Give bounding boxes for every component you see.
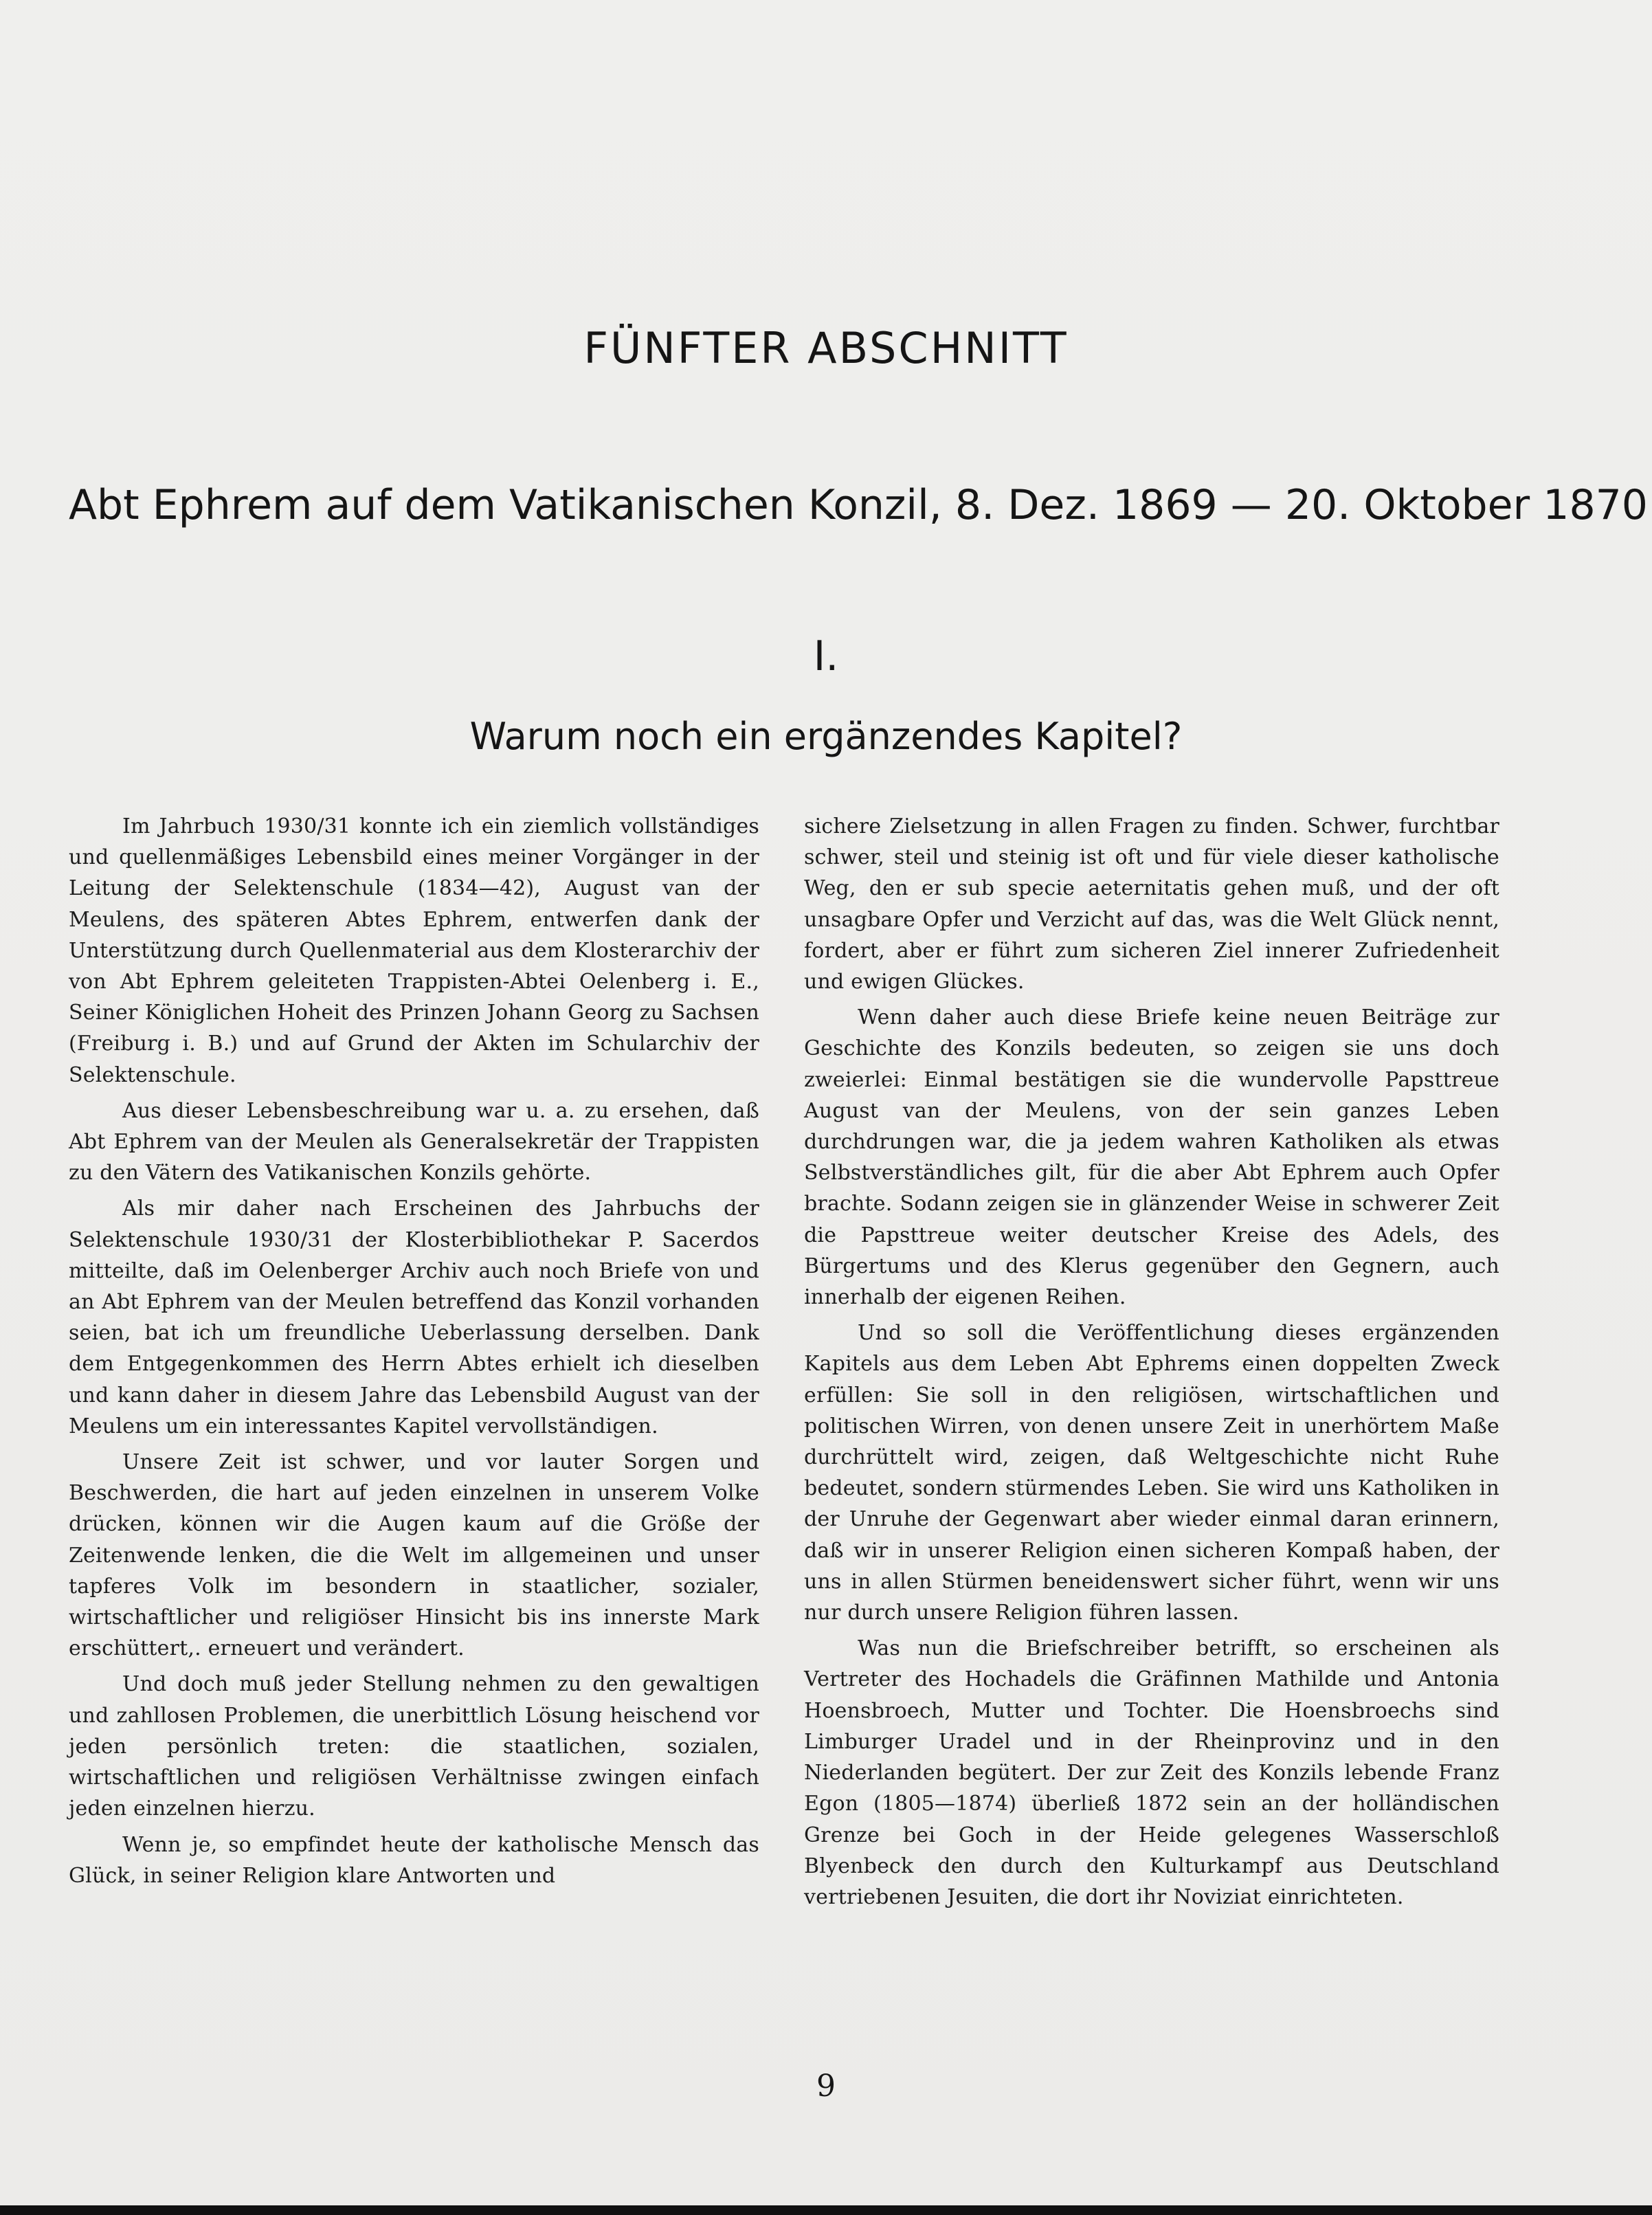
left-text-column — [69, 811, 759, 1891]
right-text-column — [804, 811, 1499, 1913]
chapter-subtitle: Warum noch ein ergänzendes Kapitel? — [469, 715, 1183, 758]
paragraph: Wenn daher auch diese Briefe keine neuen Beiträge zur Geschichte des Konzils bedeuten, so zeigen sie uns doch zweierlei: Einmal bestätigen sie die wundervolle Papsttreue August van der Meulens, von der sein ganzes Leben durchdrungen war, die ja jedem wahren Katholiken als etwas Selbstverständliches gilt, für die aber Abt Ephrem auch Opfer brachte. Sodann zeigen sie in glänzender Weise in schwerer Zeit die Papsttreue weiter deutscher Kreise des Adels, des Bürgertums und des Klerus gegenüber den Gegnern, auch innerhalb der eigenen Reihen. — [804, 1005, 1499, 1310]
paragraph: Und doch muß jeder Stellung nehmen zu den gewaltigen und zahllosen Problemen, die unerbittlich Lösung heischend vor jeden persönlich treten: die staatlichen, sozialen, wirtschaftlichen und religiösen Verhältnisse zwingen einfach jeden einzelnen hierzu. — [69, 1672, 759, 1821]
paragraph: Im Jahrbuch 1930/31 konnte ich ein ziemlich vollständiges und quellenmäßiges Lebensbild eines meiner Vorgänger in der Leitung der Selektenschule (1834—42), August van der Meulens, des späteren Abtes Ephrem, entwerfen dank der Unterstützung durch Quellenmaterial aus dem Klosterarchiv der von Abt Ephrem geleiteten Trappisten-Abtei Oelenberg i. E., Seiner Königlichen Hoheit des Prinzen Johann Georg zu Sachsen (Freiburg i. B.) und auf Grund der Akten im Schularchiv der Selektenschule. — [69, 814, 759, 1087]
paragraph: Wenn je, so empfindet heute der katholische Mensch das Glück, in seiner Religion klare Antworten und — [69, 1832, 759, 1888]
paragraph: Aus dieser Lebensbeschreibung war u. a. zu ersehen, daß Abt Ephrem van der Meulen als Generalsekretär der Trappisten zu den Vätern des Vatikanischen Konzils gehörte. — [69, 1098, 759, 1186]
chapter-number: I. — [813, 632, 839, 680]
paragraph: Und so soll die Veröffentlichung dieses ergänzenden Kapitels aus dem Leben Abt Ephrems einen doppelten Zweck erfüllen: Sie soll in den religiösen, wirtschaftlichen und politischen Wirren, von denen unsere Zeit in unerhörtem Maße durchrüttelt wird, zeigen, daß Weltgeschichte nicht Ruhe bedeutet, sondern stürmendes Leben. Sie wird uns Katholiken in der Unruhe der Gegenwart aber wieder einmal daran erinnern, daß wir in unserer Religion einen sicheren Kompaß haben, der uns in allen Stürmen beneidenswert sicher führt, wenn wir uns nur durch unsere Religion führen lassen. — [804, 1321, 1499, 1625]
chapter-title: Abt Ephrem auf dem Vatikanischen Konzil, 8. Dez. 1869 — 20. Oktober 1870 — [69, 481, 1648, 529]
section-heading: FÜNFTER ABSCHNITT — [583, 323, 1069, 373]
scan-edge-bar — [0, 2205, 1652, 2215]
paragraph: Als mir daher nach Erscheinen des Jahrbuchs der Selektenschule 1930/31 der Klosterbibliothekar P. Sacerdos mitteilte, daß im Oelenberger Archiv auch noch Briefe von und an Abt Ephrem van der Meulen betreffend das Konzil vorhanden seien, bat ich um freundliche Ueberlassung derselben. Dank dem Entgegenkommen des Herrn Abtes erhielt ich dieselben und kann daher in diesem Jahre das Lebensbild August van der Meulens um ein interessantes Kapitel vervollständigen. — [69, 1196, 759, 1438]
paragraph: Unsere Zeit ist schwer, und vor lauter Sorgen und Beschwerden, die hart auf jeden einzelnen in unserem Volke drücken, können wir die Augen kaum auf die Größe der Zeitenwende lenken, die die Welt im allgemeinen und unser tapferes Volk im besondern in staatlicher, sozialer, wirtschaftlicher und religiöser Hinsicht bis ins innerste Mark erschüttert,. erneuert und verändert. — [69, 1450, 759, 1661]
paragraph: Was nun die Briefschreiber betrifft, so erscheinen als Vertreter des Hochadels die Gräfinnen Mathilde und Antonia Hoensbroech, Mutter und Tochter. Die Hoensbroechs sind Limburger Uradel und in der Rheinprovinz und in den Niederlanden begütert. Der zur Zeit des Konzils lebende Franz Egon (1805—1874) überließ 1872 sein an der holländischen Grenze bei Goch in der Heide gelegenes Wasserschloß Blyenbeck den durch den Kulturkampf aus Deutschland vertriebenen Jesuiten, die dort ihr Noviziat einrichteten. — [804, 1636, 1499, 1909]
page-number: 9 — [816, 2069, 836, 2104]
paragraph: sichere Zielsetzung in allen Fragen zu finden. Schwer, furchtbar schwer, steil und steinig ist oft und für viele dieser katholische Weg, den er sub specie aeternitatis gehen muß, und der oft unsagbare Opfer und Verzicht auf das, was die Welt Glück nennt, fordert, aber er führt zum sicheren Ziel innerer Zufriedenheit und ewigen Glückes. — [804, 814, 1499, 994]
